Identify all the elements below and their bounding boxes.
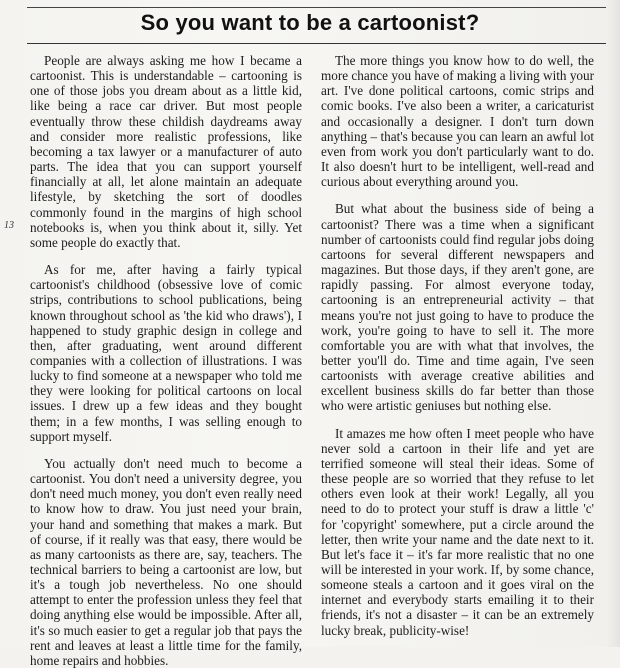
paragraph: It amazes me how often I meet people who have never sold a cartoon in their life and yet are terrified someone will steal their ideas. Some of these people are so worried that they refuse to let others even look at their work! Legally, all you need to do to protect your stuff is draw a little 'c' for 'copyright' somewhere, put a circle around the letter, then write your name and the date next to it. But let's face it – it's far more realistic that no one will be interested in your work. If, by some chance, someone steals a cartoon and it goes viral on the internet and everybody starts emailing it to their friends, it's not a disaster – it can be an extremely lucky break, publicity-wise! — [321, 425, 594, 638]
paragraph: People are always asking me how I became a cartoonist. This is understandable – cartooning is one of those jobs you dream about as a little kid, like being a race car driver. But most people eventually throw these childish daydreams away and consider more realistic professions, like becoming a tax lawyer or a manufacturer of auto parts. The idea that you can support yourself financially at all, let alone maintain an adequate lifestyle, by sketching the sort of doodles commonly found in the margins of high school notebooks is, when you think about it, silly. Yet some people do exactly that. — [30, 53, 302, 250]
scan-edge — [606, 0, 620, 647]
right-column — [321, 53, 594, 638]
paragraph: You actually don't need much to become a cartoonist. You don't need a university degree, you don't need much money, you don't even really need to know how to draw. You just need your brain, your hand and something that makes a mark. But of course, if it really was that easy, there would be as many cartoonists as there are, say, teachers. The technical barriers to being a cartoonist are low, but it's a tough job nevertheless. No one should attempt to enter the profession unless they feel that doing anything else would be impossible. After all, it's so much easier to get a regular job that pays the rent and leaves at least a little time for the family, home repairs and hobbies. — [30, 455, 302, 668]
article-title: So you want to be a cartoonist? — [140, 10, 480, 35]
paragraph: As for me, after having a fairly typical cartoonist's childhood (obsessive love of comic strips, contributions to school publications, being known throughout school as 'the kid who draws'), I happened to study graphic design in college and then, after graduating, went around different companies with a collection of illustrations. I was lucky to find someone at a newspaper who told me they were looking for political cartoons on local issues. I drew up a few ideas and they bought them; in a few months, I was selling enough to support myself. — [30, 262, 302, 444]
paragraph: But what about the business side of being a cartoonist? There was a time when a significant number of cartoonists could find regular jobs doing cartoons for several different newspapers and magazines. But those days, if they aren't gone, are rapidly passing. For almost everyone today, cartooning is an entrepreneurial activity – that means you're not just going to have to produce the work, you're going to have to sell it. The more comfortable you are with what that involves, the better you'll do. Time and time again, I've seen cartoonists with average creative abilities and excellent business skills do far better than those who were artistic geniuses but nothing else. — [321, 201, 594, 414]
paragraph: The more things you know how to do well, the more chance you have of making a living with your art. I've done political cartoons, comic strips and comic books. I've also been a writer, a caricaturist and occasionally a designer. I don't turn down anything – that's because you can learn an awful lot even from work you don't particularly want to do. It also doesn't hurt to be intelligent, well-read and curious about everything around you. — [321, 53, 594, 190]
line-number: 13 — [4, 220, 14, 231]
top-rule — [27, 7, 606, 8]
title-rule — [27, 43, 606, 44]
left-column — [30, 53, 302, 668]
